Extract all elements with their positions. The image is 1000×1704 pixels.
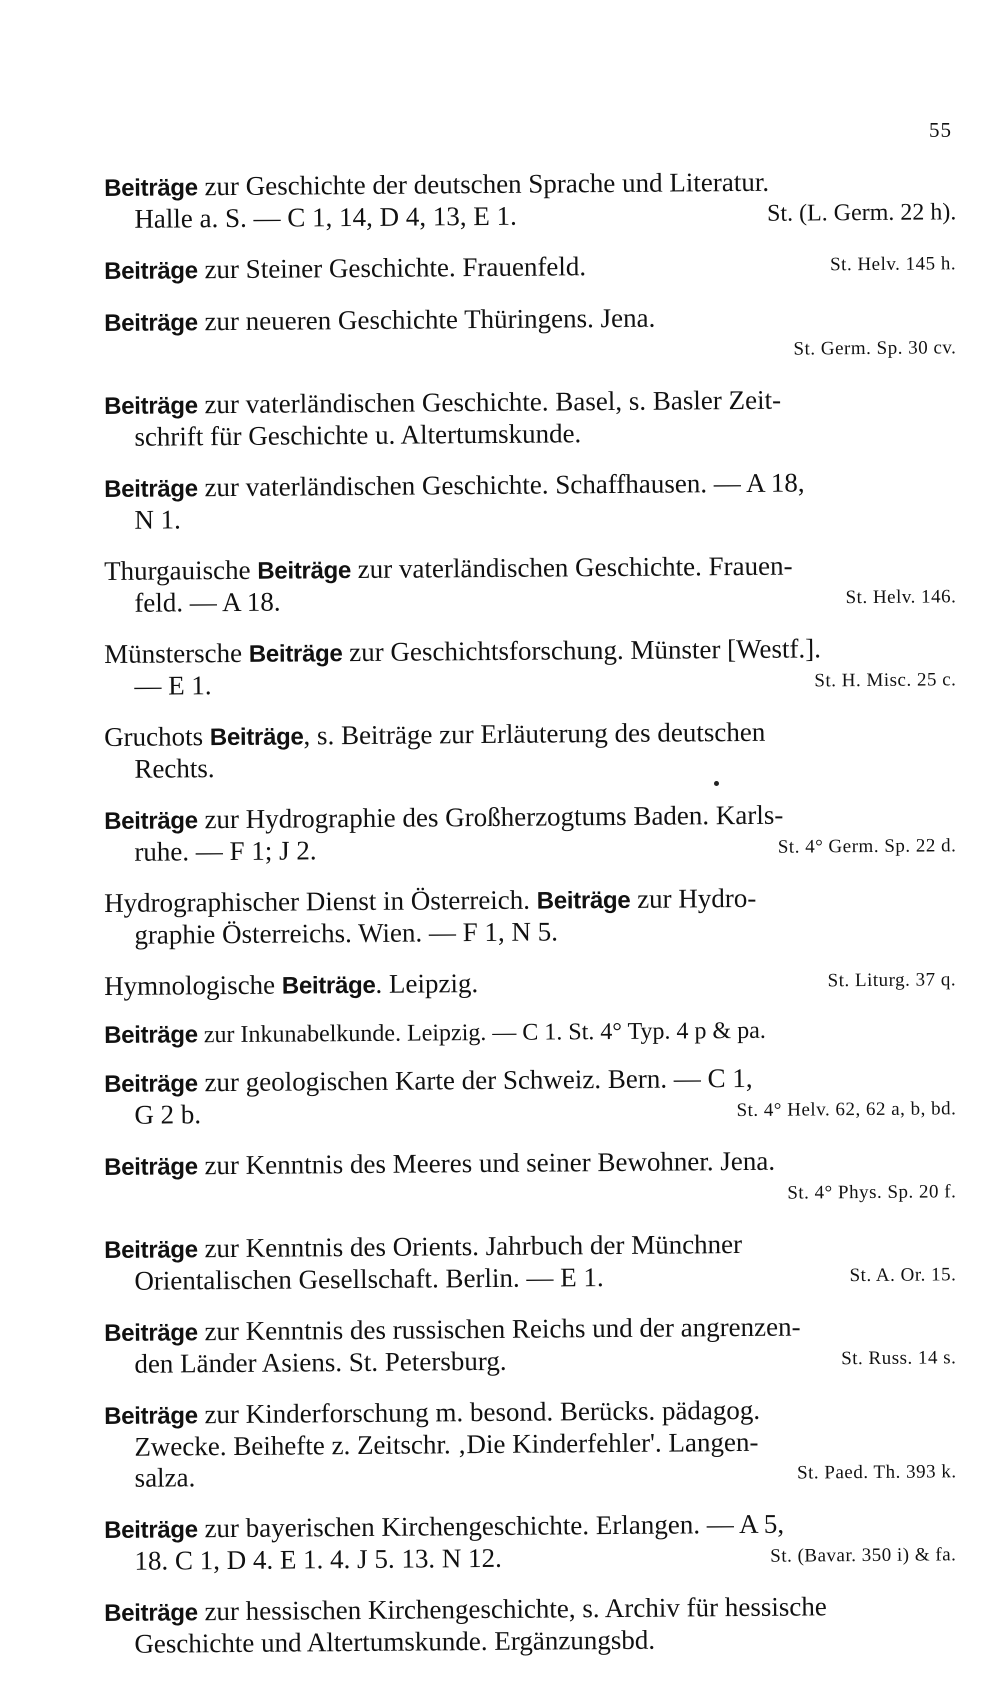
entry-prefix: Thurgauische	[104, 554, 258, 586]
entry-shelfmark: St. Paed. Th. 393 k.	[796, 1461, 957, 1484]
entry-title: zur Kenntnis des Orients. Jahrbuch der Münchner	[197, 1228, 743, 1264]
entry-prefix: Gruchots	[104, 721, 210, 752]
entry-imprint: — E 1.	[134, 670, 212, 701]
entry-continuation: Rechts.	[134, 753, 215, 784]
entry-keyword: Beiträge	[104, 807, 198, 835]
entry-shelfmark: St. Liturg. 37 q.	[827, 969, 957, 992]
catalog-entry	[104, 1227, 956, 1297]
entry-continuation: schrift für Geschichte u. Altertumskunde.	[134, 418, 582, 452]
catalog-entry	[104, 798, 956, 868]
entry-keyword: Beiträge	[104, 1021, 198, 1049]
entry-title: zur bayerischen Kirchengeschichte. Erlangen. — A 5,	[197, 1508, 785, 1544]
catalog-entry	[104, 1012, 956, 1052]
entry-continuation: N 1.	[134, 504, 181, 535]
catalog-entry	[104, 300, 956, 370]
entry-imprint: Halle a. S. — C 1, 14, D 4, 13, E 1.	[134, 200, 517, 234]
entry-title: zur Geschichtsforschung. Münster [Westf.].	[342, 633, 822, 668]
entry-imprint: 18. C 1, D 4. E 1. 4. J 5. 13. N 12.	[134, 1542, 502, 1576]
entry-shelfmark: St. 4° Phys. Sp. 20 f.	[787, 1181, 957, 1204]
catalog-entry	[104, 964, 956, 1003]
catalog-entry	[104, 1590, 956, 1660]
entry-imprint: feld. — A 18.	[134, 586, 281, 618]
entry-title: zur Kenntnis des Meeres und seiner Bewohner. Jena.	[197, 1145, 776, 1181]
entry-shelfmark: St. A. Or. 15.	[849, 1264, 957, 1287]
catalog-entry	[104, 466, 956, 536]
entry-keyword: Beiträge	[104, 392, 198, 420]
entry-keyword: Beiträge	[104, 1236, 198, 1264]
entry-keyword: Beiträge	[536, 886, 631, 915]
entry-title: zur vaterländischen Geschichte. Schaffhausen. — A 18,	[197, 467, 805, 503]
catalog-entry	[104, 1144, 956, 1214]
entry-keyword: Beiträge	[281, 971, 376, 1000]
print-speck	[714, 781, 719, 786]
catalog-entry	[104, 1393, 957, 1494]
entry-title: , s. Beiträge zur Erläuterung des deutschen	[303, 716, 766, 751]
entry-title: zur Hydro-	[630, 882, 757, 914]
entry-title: zur Kenntnis des russischen Reichs und der angrenzen-	[197, 1311, 801, 1347]
entry-keyword: Beiträge	[104, 1153, 198, 1181]
entry-imprint: salza.	[134, 1462, 196, 1493]
entry-title: zur Geschichte der deutschen Sprache und Literatur.	[197, 166, 770, 202]
entry-shelfmark: St. (Bavar. 350 i) & fa.	[770, 1544, 957, 1567]
entry-prefix: Hydrographischer Dienst in Österreich.	[104, 884, 537, 918]
entry-shelfmark: St. H. Misc. 25 c.	[814, 669, 957, 692]
entry-keyword: Beiträge	[104, 1319, 198, 1347]
entry-title: zur Hydrographie des Großherzogtums Baden. Karls-	[197, 799, 784, 835]
entry-imprint: Orientalischen Gesellschaft. Berlin. — E 1.	[134, 1262, 604, 1296]
entry-keyword: Beiträge	[104, 257, 198, 285]
entry-title: zur Steiner Geschichte. Frauenfeld.	[197, 251, 587, 285]
entry-prefix: Hymnologische	[104, 969, 282, 1001]
catalog-entry	[104, 1061, 956, 1131]
catalog-entry	[104, 881, 956, 951]
entry-prefix: Münstersche	[104, 637, 249, 669]
catalog-entry	[104, 383, 956, 453]
entry-shelfmark: St. Germ. Sp. 30 cv.	[793, 337, 957, 360]
entry-title: zur vaterländischen Geschichte. Frauen-	[350, 550, 793, 585]
entry-keyword: Beiträge	[104, 1070, 198, 1098]
entry-title: zur neueren Geschichte Thüringens. Jena.	[197, 302, 656, 337]
entry-title: zur hessischen Kirchengeschichte, s. Archiv für hessische	[197, 1591, 827, 1627]
entry-shelfmark: St. 4° Helv. 62, 62 a, b, bd.	[736, 1098, 957, 1122]
page-number: 55	[929, 118, 952, 142]
catalog-entries	[104, 166, 957, 1680]
entry-continuation: Geschichte und Altertumskunde. Ergänzungsbd.	[134, 1624, 656, 1659]
entry-keyword: Beiträge	[104, 1402, 198, 1430]
catalog-entry	[104, 248, 956, 287]
entry-title: zur geologischen Karte der Schweiz. Bern. — C 1,	[197, 1062, 753, 1098]
entry-shelfmark: St. Russ. 14 s.	[841, 1347, 957, 1370]
entry-title: zur Inkunabelkunde. Leipzig. — C 1. St. 4° Typ. 4 p & pa.	[197, 1017, 766, 1049]
entry-imprint: ruhe. — F 1; J 2.	[134, 835, 317, 867]
entry-keyword: Beiträge	[104, 1599, 198, 1627]
entry-title: zur vaterländischen Geschichte. Basel, s. Basler Zeit-	[197, 384, 782, 420]
entry-keyword: Beiträge	[104, 309, 198, 337]
catalog-entry	[104, 165, 956, 235]
catalog-entry	[104, 632, 956, 702]
entry-shelfmark: St. Helv. 146.	[845, 586, 957, 609]
entry-keyword: Beiträge	[104, 174, 198, 202]
catalog-entry	[104, 1507, 956, 1577]
entry-keyword: Beiträge	[104, 1516, 198, 1544]
entry-keyword: Beiträge	[248, 640, 343, 668]
entry-imprint: den Länder Asiens. St. Petersburg.	[134, 1345, 507, 1379]
entry-keyword: Beiträge	[104, 475, 198, 503]
entry-shelfmark: St. Helv. 145 h.	[829, 253, 957, 276]
entry-title: . Leipzig.	[375, 968, 479, 999]
entry-shelfmark: St. (L. Germ. 22 h).	[766, 199, 957, 227]
catalog-entry	[104, 1310, 956, 1380]
entry-imprint: G 2 b.	[134, 1099, 202, 1130]
catalog-entry	[104, 549, 956, 619]
entry-keyword: Beiträge	[257, 557, 352, 585]
entry-continuation: Zwecke. Beihefte z. Zeitschr. ‚Die Kinderfehler'. Langen-	[134, 1426, 759, 1462]
entry-keyword: Beiträge	[209, 723, 304, 752]
catalog-entry	[104, 715, 956, 785]
entry-shelfmark: St. 4° Germ. Sp. 22 d.	[777, 835, 957, 858]
entry-continuation: graphie Österreichs. Wien. — F 1, N 5.	[134, 916, 559, 950]
entry-title: zur Kinderforschung m. besond. Berücks. pädagog.	[197, 1394, 761, 1430]
